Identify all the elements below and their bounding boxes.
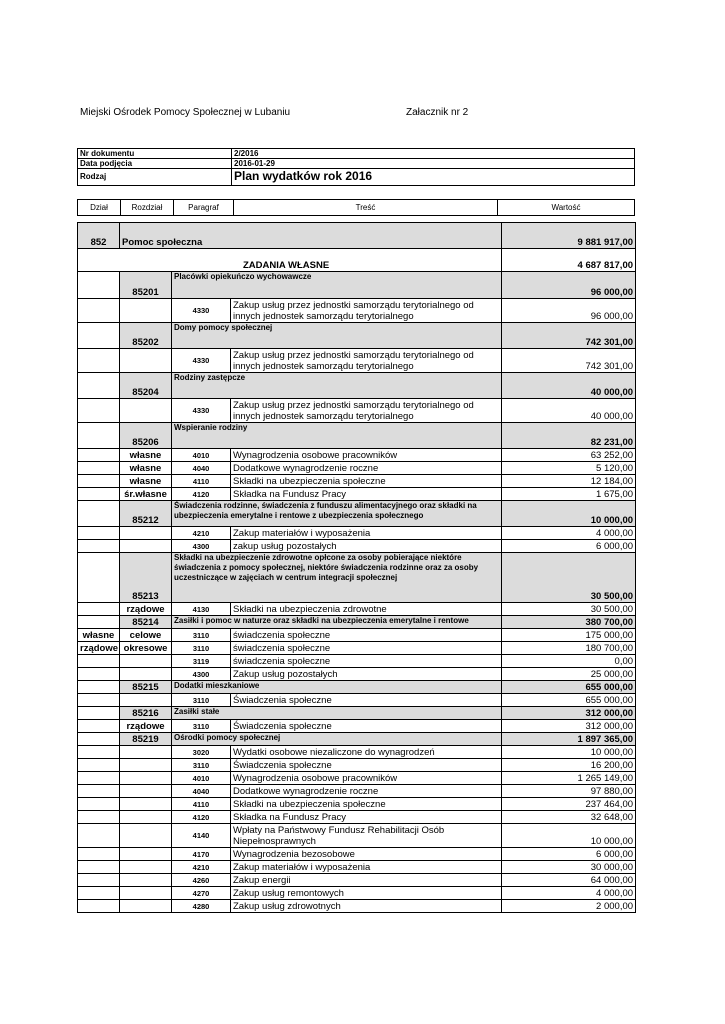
item-value: 96 000,00 [502,299,636,323]
subsection-value: 312 000,00 [502,707,636,720]
item-description: Składka na Fundusz Pracy [231,488,502,501]
item-description: Zakup usług remontowych [231,887,502,900]
item-description: Składki na ubezpieczenia społeczne [231,798,502,811]
organization-name: Miejski Ośrodek Pomocy Społecznej w Lubaniu [80,107,291,118]
dzial-cell [78,540,120,553]
rozdzial-code: 85201 [120,272,172,299]
meta-row [78,169,634,185]
funding-source [120,887,172,900]
item-value: 97 880,00 [502,785,636,798]
line-item-row [78,655,636,668]
funding-source: rządowe [120,603,172,616]
subsection-value: 30 500,00 [502,553,636,603]
dzial-cell [78,874,120,887]
paragraph-code: 3119 [172,655,231,668]
funding-source [120,861,172,874]
dzial-cell: rządowe [78,642,120,655]
dzial-cell [78,887,120,900]
dzial-cell [78,785,120,798]
line-item-row [78,475,636,488]
rozdzial-code: 85206 [120,423,172,449]
paragraph-code: 4010 [172,772,231,785]
subsection-title: Placówki opiekuńczo wychowawcze [172,272,502,299]
funding-source [120,746,172,759]
rozdzial-code: 85214 [120,616,172,629]
dzial-cell [78,707,120,720]
rozdzial-code: 85202 [120,323,172,349]
subsection-value: 742 301,00 [502,323,636,349]
item-description: Świadczenia społeczne [231,720,502,733]
item-value: 30 500,00 [502,603,636,616]
item-value: 10 000,00 [502,746,636,759]
item-description: Zakup usług pozostałych [231,668,502,681]
item-value: 64 000,00 [502,874,636,887]
subsection-value: 1 897 365,00 [502,733,636,746]
dzial-cell [78,746,120,759]
item-value: 2 000,00 [502,900,636,913]
line-item-row [78,399,636,423]
paragraph-code: 4300 [172,668,231,681]
item-description: Świadczenia społeczne [231,759,502,772]
subsection-title: Domy pomocy społecznej [172,323,502,349]
item-description: Zakup materiałów i wyposażenia [231,861,502,874]
line-item-row [78,488,636,501]
paragraph-code: 4210 [172,861,231,874]
funding-source: śr.własne [120,488,172,501]
dzial-cell [78,848,120,861]
dzial-cell [78,759,120,772]
dzial-cell [78,811,120,824]
funding-source [120,540,172,553]
line-item-row [78,540,636,553]
item-description: Zakup materiałów i wyposażenia [231,527,502,540]
dzial-cell [78,694,120,707]
paragraph-code: 4120 [172,488,231,501]
paragraph-code: 4120 [172,811,231,824]
subsection-value: 655 000,00 [502,681,636,694]
funding-source [120,798,172,811]
subsection-row [78,733,636,746]
line-item-row [78,720,636,733]
column-dzial: Dział [78,200,121,215]
funding-source [120,772,172,785]
line-item-row [78,462,636,475]
funding-source: rządowe [120,720,172,733]
item-description: Zakup usług przez jednostki samorządu terytorialnego od innych jednostek samorządu terytorialnego [231,349,502,373]
rozdzial-code: 85219 [120,733,172,746]
rozdzial-code: 85212 [120,501,172,527]
dzial-cell [78,373,120,399]
item-value: 25 000,00 [502,668,636,681]
funding-source: własne [120,475,172,488]
item-description: Wynagrodzenia bezosobowe [231,848,502,861]
meta-label: Data podjęcia [78,159,232,168]
meta-label: Rodzaj [78,169,232,185]
rozdzial-code: 85213 [120,553,172,603]
funding-source [120,349,172,373]
item-value: 0,00 [502,655,636,668]
dzial-cell [78,798,120,811]
paragraph-code: 4330 [172,399,231,423]
line-item-row [78,811,636,824]
funding-source [120,874,172,887]
own-tasks-row [78,249,636,272]
line-item-row [78,824,636,848]
dzial-cell: własne [78,629,120,642]
funding-source [120,785,172,798]
paragraph-code: 3110 [172,759,231,772]
paragraph-code: 4330 [172,299,231,323]
funding-source [120,694,172,707]
funding-source [120,759,172,772]
line-item-row [78,603,636,616]
line-item-row [78,694,636,707]
dzial-cell [78,824,120,848]
subsection-value: 96 000,00 [502,272,636,299]
subsection-title: Ośrodki pomocy społecznej [172,733,502,746]
subsection-row [78,681,636,694]
dzial-cell [78,603,120,616]
column-paragraf: Paragraf [174,200,234,215]
paragraph-code: 3110 [172,694,231,707]
subsection-title: Składki na ubezpieczenie zdrowotne opłcone za osoby pobierające niektóre świadczenia z pomocy społecznej, niektóre świadczenia rodzinne oraz za osoby uczestniczące w zajęciach w centrum integracji społecznej [172,553,502,603]
line-item-row [78,629,636,642]
paragraph-code: 4140 [172,824,231,848]
subsection-title: Wspieranie rodziny [172,423,502,449]
item-value: 12 184,00 [502,475,636,488]
column-header [77,199,635,216]
paragraph-code: 3020 [172,746,231,759]
dzial-cell [78,720,120,733]
subsection-row [78,553,636,603]
item-description: Składki na ubezpieczenia społeczne [231,475,502,488]
line-item-row [78,746,636,759]
subsection-value: 40 000,00 [502,373,636,399]
column-tresc: Treść [234,200,498,215]
item-description: Dodatkowe wynagrodzenie roczne [231,462,502,475]
attachment-label: Załacznik nr 2 [406,107,469,118]
section-value: 9 881 917,00 [502,223,636,249]
item-value: 16 200,00 [502,759,636,772]
paragraph-code: 4110 [172,475,231,488]
item-value: 175 000,00 [502,629,636,642]
item-description: Składki na ubezpieczenia zdrowotne [231,603,502,616]
paragraph-code: 3110 [172,720,231,733]
item-value: 40 000,00 [502,399,636,423]
dzial-cell [78,462,120,475]
subsection-value: 10 000,00 [502,501,636,527]
item-value: 63 252,00 [502,449,636,462]
funding-source [120,668,172,681]
dzial-cell [78,733,120,746]
paragraph-code: 4040 [172,785,231,798]
paragraph-code: 4110 [172,798,231,811]
column-wartosc: Wartość [551,203,581,212]
dzial-cell [78,272,120,299]
funding-source [120,299,172,323]
item-value: 30 000,00 [502,861,636,874]
item-description: Zakup usług zdrowotnych [231,900,502,913]
item-description: Zakup usług przez jednostki samorządu terytorialnego od innych jednostek samorządu terytorialnego [231,399,502,423]
dzial-cell [78,861,120,874]
funding-source [120,824,172,848]
dzial-cell [78,655,120,668]
meta-value: Plan wydatków rok 2016 [234,169,373,183]
item-value: 5 120,00 [502,462,636,475]
subsection-row [78,423,636,449]
subsection-title: Zasiłki stałe [172,707,502,720]
line-item-row [78,449,636,462]
item-description: świadczenia społeczne [231,655,502,668]
line-item-row [78,874,636,887]
paragraph-code: 4330 [172,349,231,373]
paragraph-code: 4130 [172,603,231,616]
subsection-value: 82 231,00 [502,423,636,449]
subsection-row [78,272,636,299]
line-item-row [78,848,636,861]
item-value: 655 000,00 [502,694,636,707]
subsection-row [78,616,636,629]
dzial-cell [78,399,120,423]
document-meta [77,148,635,186]
paragraph-code: 3110 [172,642,231,655]
item-value: 4 000,00 [502,887,636,900]
paragraph-code: 4010 [172,449,231,462]
subsection-row [78,501,636,527]
paragraph-code: 4300 [172,540,231,553]
paragraph-code: 4270 [172,887,231,900]
item-value: 10 000,00 [502,824,636,848]
item-description: Wpłaty na Państwowy Fundusz Rehabilitacji Osób Niepełnosprawnych [231,824,502,848]
funding-source: własne [120,462,172,475]
item-description: Składka na Fundusz Pracy [231,811,502,824]
line-item-row [78,759,636,772]
subsection-title: Dodatki mieszkaniowe [172,681,502,694]
meta-value: 2/2016 [234,149,259,158]
item-value: 6 000,00 [502,848,636,861]
dzial-cell [78,527,120,540]
own-tasks-value: 4 687 817,00 [502,249,636,272]
item-value: 1 265 149,00 [502,772,636,785]
dzial-cell [78,488,120,501]
rozdzial-code: 85204 [120,373,172,399]
dzial-cell [78,323,120,349]
funding-source [120,811,172,824]
item-value: 312 000,00 [502,720,636,733]
subsection-row [78,373,636,399]
paragraph-code: 4260 [172,874,231,887]
funding-source: okresowe [120,642,172,655]
rozdzial-code: 85216 [120,707,172,720]
item-value: 742 301,00 [502,349,636,373]
line-item-row [78,785,636,798]
funding-source [120,655,172,668]
item-description: Świadczenia społeczne [231,694,502,707]
subsection-value: 380 700,00 [502,616,636,629]
funding-source: własne [120,449,172,462]
item-value: 32 648,00 [502,811,636,824]
dzial-cell [78,900,120,913]
line-item-row [78,772,636,785]
paragraph-code: 4040 [172,462,231,475]
rozdzial-code: 85215 [120,681,172,694]
item-description: zakup usług pozostałych [231,540,502,553]
funding-source [120,900,172,913]
meta-label: Nr dokumentu [78,149,232,158]
item-description: Wynagrodzenia osobowe pracowników [231,449,502,462]
subsection-row [78,323,636,349]
dzial-cell [78,501,120,527]
paragraph-code: 3110 [172,629,231,642]
item-value: 180 700,00 [502,642,636,655]
item-value: 4 000,00 [502,527,636,540]
line-item-row [78,642,636,655]
funding-source: celowe [120,629,172,642]
dzial-cell [78,681,120,694]
budget-table [77,222,636,913]
item-description: świadczenia społeczne [231,629,502,642]
subsection-row [78,707,636,720]
paragraph-code: 4280 [172,900,231,913]
own-tasks-label: ZADANIA WŁASNE [78,249,502,272]
funding-source [120,399,172,423]
dzial-cell [78,668,120,681]
line-item-row [78,299,636,323]
item-description: świadczenia społeczne [231,642,502,655]
item-description: Zakup energii [231,874,502,887]
line-item-row [78,527,636,540]
dzial-cell [78,772,120,785]
dzial-cell [78,449,120,462]
item-value: 6 000,00 [502,540,636,553]
item-value: 237 464,00 [502,798,636,811]
subsection-title: Świadczenia rodzinne, świadczenia z funduszu alimentacyjnego oraz składki na ubezpieczenia emerytalne i rentowe z ubezpieczenia społecznego [172,501,502,527]
column-rozdzial: Rozdział [121,200,174,215]
item-value: 1 675,00 [502,488,636,501]
line-item-row [78,668,636,681]
line-item-row [78,349,636,373]
paragraph-code: 4170 [172,848,231,861]
funding-source [120,527,172,540]
section-name: Pomoc społeczna [120,223,502,249]
subsection-title: Zasiłki i pomoc w naturze oraz składki na ubezpieczenia emerytalne i rentowe [172,616,502,629]
subsection-title: Rodziny zastępcze [172,373,502,399]
meta-row [78,159,634,169]
meta-row [78,149,634,159]
section-code: 852 [78,223,120,249]
item-description: Zakup usług przez jednostki samorządu terytorialnego od innych jednostek samorządu terytorialnego [231,299,502,323]
dzial-cell [78,299,120,323]
line-item-row [78,887,636,900]
item-description: Wynagrodzenia osobowe pracowników [231,772,502,785]
line-item-row [78,900,636,913]
meta-value: 2016-01-29 [234,159,275,168]
section-row [78,223,636,249]
line-item-row [78,798,636,811]
item-description: Wydatki osobowe niezaliczone do wynagrodzeń [231,746,502,759]
dzial-cell [78,349,120,373]
dzial-cell [78,616,120,629]
dzial-cell [78,553,120,603]
dzial-cell [78,475,120,488]
dzial-cell [78,423,120,449]
paragraph-code: 4210 [172,527,231,540]
funding-source [120,848,172,861]
line-item-row [78,861,636,874]
item-description: Dodatkowe wynagrodzenie roczne [231,785,502,798]
